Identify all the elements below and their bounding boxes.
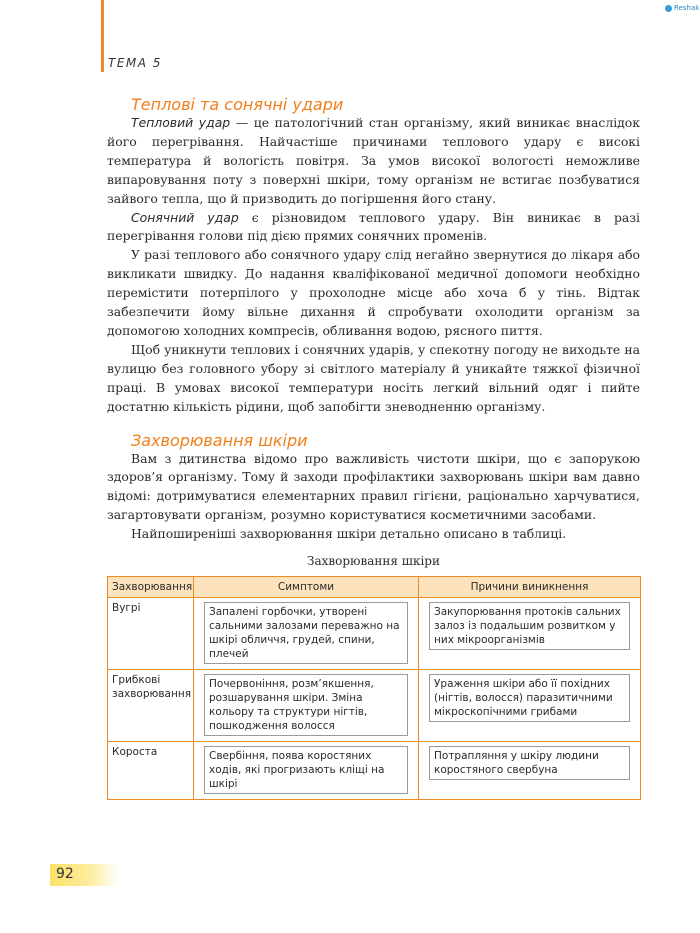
paragraph-text: — це патологічний стан організму, який виникає внаслідок його перегрівання. Найчастіше причинами теплового удару є високі температура й вологість повітря. За умов високої вологості неможливе випаровування поту з поверхні шкіри, тому організм не встигає позбуватися зайвого тепла, що й призводить до погіршення його стану. xyxy=(107,115,640,206)
causes-text: Ураження шкіри або її похідних (нігтів, волосся) паразитичними мікроскопічними грибами xyxy=(429,674,630,722)
paragraph-skin-hygiene: Вам з дитинства відомо про важливість чистоти шкіри, що є запорукою здоров’я організму. Тому й заходи профілактики захворювань шкіри вам давно відомі: дотримуватися елементарних правил гігієни, раціонально харчуватися, загартовувати організм, розумно користуватися косметичними засобами. xyxy=(107,450,640,523)
table-header-row xyxy=(108,577,641,598)
cell-disease: Вугрі xyxy=(108,598,194,670)
theme-label: ТЕМА 5 xyxy=(108,56,162,70)
table-row xyxy=(108,670,641,742)
page-number: 92 xyxy=(56,866,74,882)
corner-logo xyxy=(665,4,699,12)
symptoms-text: Свербіння, поява коростяних ходів, які прогризають кліщі на шкірі xyxy=(204,746,408,794)
cell-symptoms xyxy=(194,742,419,800)
symptoms-text: Запалені горбочки, утворені сальними залозами переважно на шкірі обличчя, грудей, спини, плечей xyxy=(204,602,408,664)
table-caption: Захворювання шкіри xyxy=(307,554,440,569)
page-content xyxy=(107,95,640,800)
header-symptoms: Симптоми xyxy=(194,577,419,598)
section-title-skin-diseases: Захворювання шкіри xyxy=(131,430,308,450)
symptoms-text: Почервоніння, розм’якшення, розшарування шкіри. Зміна кольору та структури нігтів, пошкодження волосся xyxy=(204,674,408,736)
cell-disease: Грибкові захворювання xyxy=(108,670,194,742)
term-sun-stroke: Сонячний удар xyxy=(131,209,239,225)
cell-disease: Короста xyxy=(108,742,194,800)
logo-icon xyxy=(665,5,672,12)
cell-symptoms xyxy=(194,598,419,670)
causes-text: Закупорювання протоків сальних залоз із подальшим розвитком у них мікроорганізмів xyxy=(429,602,630,650)
header-disease: Захворювання xyxy=(108,577,194,598)
paragraph-text: є різновидом теплового удару. Він виникає в разі перегрівання голови під дією прямих сонячних променів. xyxy=(107,209,640,244)
cell-symptoms xyxy=(194,670,419,742)
causes-text: Потрапляння у шкіру людини коростяного свербуна xyxy=(429,746,630,780)
table-row xyxy=(108,742,641,800)
section-title-heat-stroke: Теплові та сонячні удари xyxy=(131,95,344,114)
cell-causes xyxy=(419,670,641,742)
paragraph-sun-stroke-definition xyxy=(107,209,640,247)
logo-text: Reshak xyxy=(674,4,700,12)
cell-causes xyxy=(419,598,641,670)
paragraph-prevention: Щоб уникнути теплових і сонячних ударів, у спекотну погоду не виходьте на вулицю без головного убору зі світлого матеріалу й уникайте тяжкої фізичної праці. В умовах високої температури носіть легкий вільний одяг і пийте достатню кількість рідини, щоб запобігти зневодненню організму. xyxy=(107,341,640,414)
skin-diseases-table xyxy=(107,576,641,800)
cell-causes xyxy=(419,742,641,800)
paragraph-first-aid: У разі теплового або сонячного удару слід негайно звернутися до лікаря або викликати швидку. До надання кваліфікованої медичної допомоги необхідно перемістити потерпілого у прохолодне місце або хоча б у тінь. Відтак забезпечити йому вільне дихання й спробувати охолодити організм за допомогою холодних компресів, обливання водою, рясного пиття. xyxy=(107,247,640,338)
table-row xyxy=(108,598,641,670)
page-number-badge xyxy=(50,864,120,886)
header-accent-line xyxy=(101,0,104,72)
header-causes: Причини виникнення xyxy=(419,577,641,598)
paragraph-heat-stroke-definition xyxy=(107,114,640,209)
paragraph-table-intro: Найпоширеніші захворювання шкіри детально описано в таблиці. xyxy=(131,526,567,542)
term-heat-stroke: Тепловий удар xyxy=(131,115,231,130)
